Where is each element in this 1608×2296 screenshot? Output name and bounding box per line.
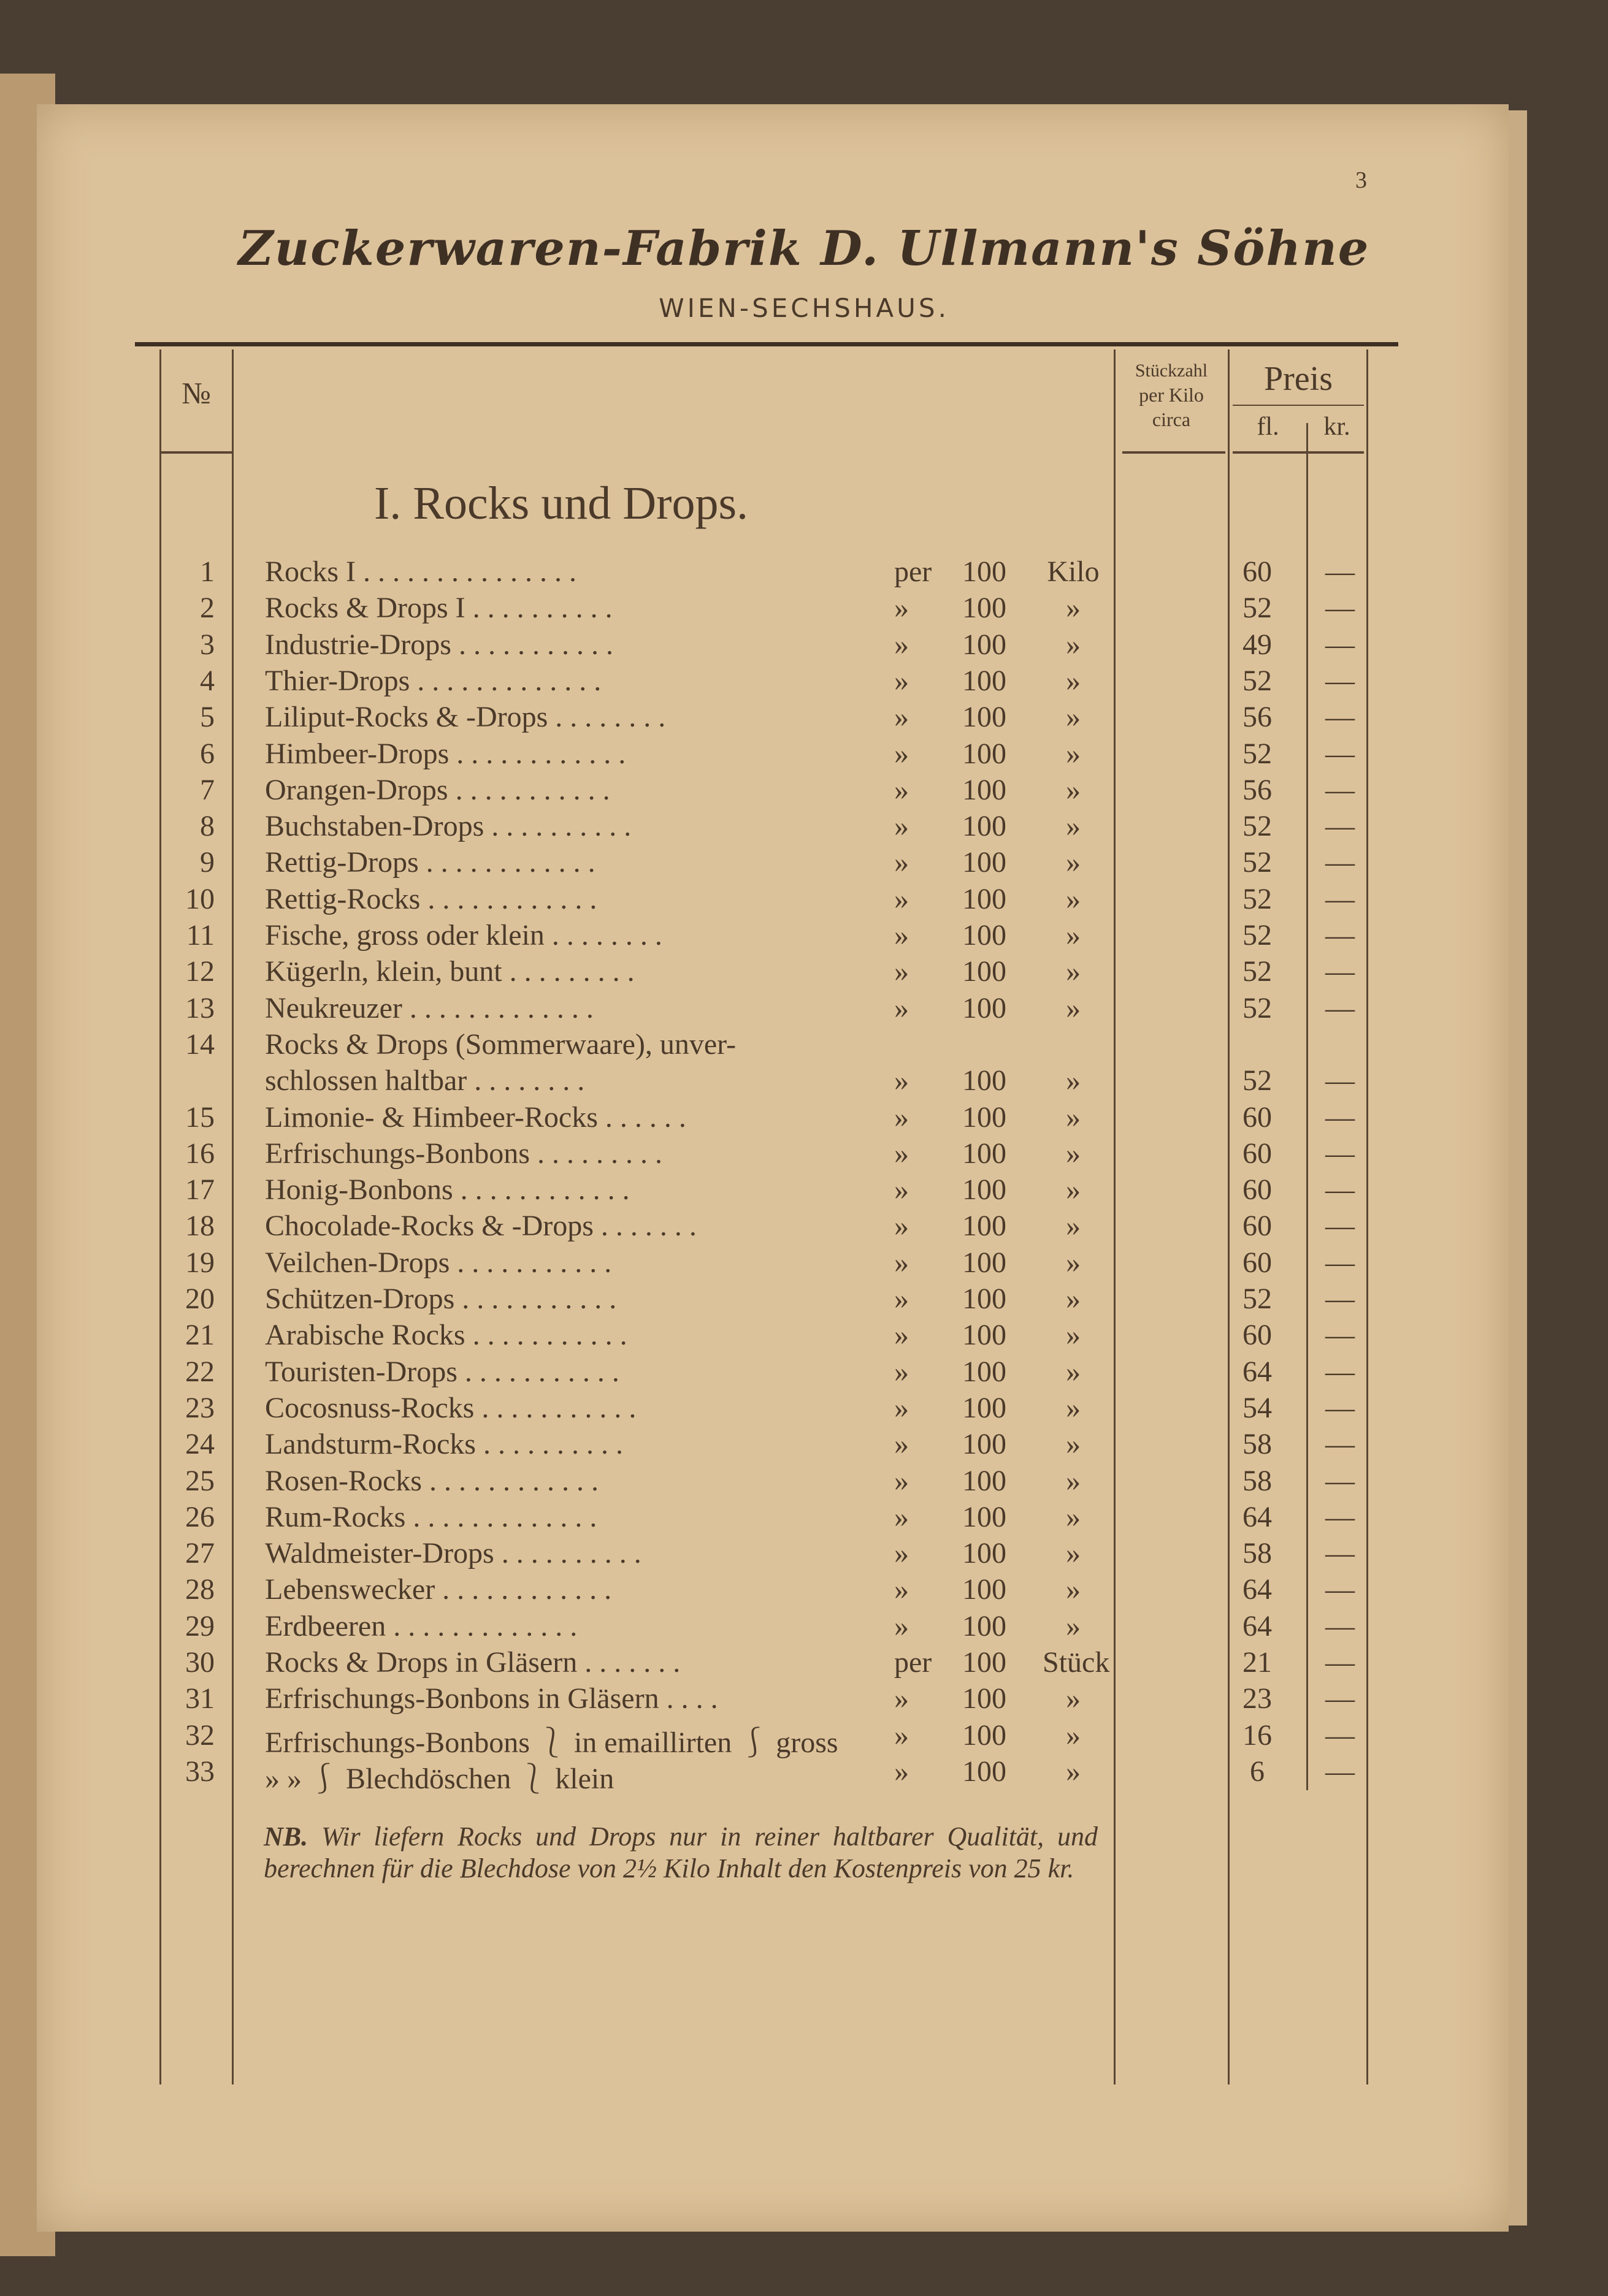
note-prefix: NB. (264, 1821, 308, 1852)
table-row (0, 1318, 1608, 1355)
table-row (0, 1718, 1608, 1759)
item-price-gulden: 64 (1242, 1573, 1272, 1606)
item-quantity-unit: » (1066, 1319, 1081, 1351)
item-number: 18 (185, 1210, 215, 1242)
item-price-kreuzer: — (1325, 1428, 1355, 1460)
section-heading: I. Rocks und Drops. (373, 478, 749, 529)
item-number: 4 (200, 665, 215, 697)
item-quantity-unit: » (1066, 883, 1081, 915)
item-quantity-unit: » (1066, 628, 1081, 661)
item-price-kreuzer: — (1325, 1246, 1355, 1279)
item-name: Veilchen-Drops . . . . . . . . . . . (265, 1246, 612, 1279)
item-price-gulden: 64 (1242, 1610, 1272, 1642)
item-number: 17 (185, 1173, 215, 1206)
item-number: 28 (185, 1573, 215, 1606)
column-header-gulden: fl. (1257, 413, 1279, 441)
item-unit: » (894, 1246, 909, 1279)
item-quantity: 100 (962, 1137, 1006, 1170)
item-price-kreuzer: — (1325, 1719, 1355, 1752)
item-unit: » (894, 1573, 909, 1606)
item-price-gulden: 60 (1242, 1137, 1272, 1170)
item-quantity: 100 (962, 1682, 1006, 1715)
item-unit: » (894, 955, 909, 988)
item-price-gulden: 56 (1242, 701, 1272, 733)
item-price-kreuzer: — (1325, 628, 1355, 661)
item-quantity: 100 (962, 1101, 1006, 1134)
item-price-kreuzer: — (1325, 883, 1355, 915)
table-row (0, 555, 1608, 592)
item-name: Erfrischungs-Bonbons . . . . . . . . . (265, 1137, 662, 1170)
header-underline-number (161, 451, 232, 454)
table-row (0, 1391, 1608, 1428)
item-unit: » (894, 846, 909, 879)
item-number: 30 (185, 1646, 215, 1679)
item-price-gulden: 60 (1242, 1246, 1272, 1279)
item-price-gulden: 52 (1242, 1064, 1272, 1097)
item-name: Erfrischungs-Bonbons ⎱ in emaillirten ⎰ gross (265, 1726, 838, 1759)
item-quantity: 100 (962, 1210, 1006, 1242)
item-quantity-unit: » (1066, 592, 1081, 624)
table-row (0, 809, 1608, 846)
item-quantity: 100 (962, 883, 1006, 915)
item-quantity: 100 (962, 919, 1006, 952)
item-number: 7 (200, 774, 215, 806)
header-rule (135, 342, 1398, 346)
item-quantity-unit: » (1066, 1755, 1081, 1788)
item-number: 3 (200, 628, 215, 661)
table-row (0, 991, 1608, 1028)
item-quantity-unit: » (1066, 992, 1081, 1024)
item-name: Rettig-Rocks . . . . . . . . . . . . (265, 883, 597, 915)
item-unit: » (894, 1137, 909, 1170)
item-quantity-unit: » (1066, 1573, 1081, 1606)
item-number: 32 (185, 1719, 215, 1752)
column-header-quantity-1: Stückzahl (1135, 360, 1208, 381)
item-quantity-unit: » (1066, 1610, 1081, 1642)
table-row (0, 1355, 1608, 1392)
item-price-kreuzer: — (1325, 1501, 1355, 1533)
column-header-kreuzer: kr. (1323, 413, 1350, 441)
item-name: Orangen-Drops . . . . . . . . . . . (265, 774, 610, 806)
item-quantity: 100 (962, 738, 1006, 770)
item-price-kreuzer: — (1325, 665, 1355, 697)
item-name: Cocosnuss-Rocks . . . . . . . . . . . (265, 1392, 637, 1424)
item-price-gulden: 49 (1242, 628, 1272, 661)
item-name: Honig-Bonbons . . . . . . . . . . . . (265, 1173, 630, 1206)
table-row (0, 773, 1608, 810)
item-quantity: 100 (962, 1573, 1006, 1606)
item-quantity-unit: » (1066, 919, 1081, 952)
item-unit: » (894, 883, 909, 915)
item-name: Thier-Drops . . . . . . . . . . . . . (265, 665, 602, 697)
item-name: Rocks & Drops in Gläsern . . . . . . . (265, 1646, 681, 1679)
table-row (0, 845, 1608, 882)
item-price-gulden: 60 (1242, 1210, 1272, 1242)
item-price-kreuzer: — (1325, 846, 1355, 879)
table-row (0, 882, 1608, 919)
item-price-kreuzer: — (1325, 1319, 1355, 1351)
item-price-gulden: 21 (1242, 1646, 1272, 1679)
item-price-kreuzer: — (1325, 1682, 1355, 1715)
item-price-gulden: 60 (1242, 555, 1272, 588)
item-price-kreuzer: — (1325, 1210, 1355, 1242)
item-quantity: 100 (962, 1283, 1006, 1315)
item-quantity: 100 (962, 1246, 1006, 1279)
item-quantity: 100 (962, 1064, 1006, 1097)
column-header-quantity-3: circa (1152, 408, 1191, 430)
item-unit: » (894, 1537, 909, 1569)
table-row (0, 1100, 1608, 1137)
item-price-gulden: 16 (1242, 1719, 1272, 1752)
item-number: 19 (185, 1246, 215, 1279)
item-unit: » (894, 1501, 909, 1533)
item-name: Limonie- & Himbeer-Rocks . . . . . . (265, 1101, 686, 1134)
table-row (0, 1536, 1608, 1573)
table-row (0, 1500, 1608, 1537)
company-title: Zuckerwaren-Fabrik D. Ullmann's Söhne (238, 221, 1370, 277)
table-row (0, 1427, 1608, 1464)
item-price-gulden: 54 (1242, 1392, 1272, 1424)
item-number: 21 (185, 1319, 215, 1351)
item-number: 31 (185, 1682, 215, 1715)
item-name: Landsturm-Rocks . . . . . . . . . . (265, 1428, 623, 1460)
item-quantity-unit: » (1066, 1137, 1081, 1170)
table-row (0, 1682, 1608, 1718)
item-unit: » (894, 738, 909, 770)
company-location: WIEN-SECHSHAUS. (659, 293, 949, 323)
item-name: Rum-Rocks . . . . . . . . . . . . . (265, 1501, 597, 1533)
table-row (0, 955, 1608, 991)
item-price-kreuzer: — (1325, 738, 1355, 770)
item-quantity: 100 (962, 1537, 1006, 1569)
item-price-gulden: 52 (1242, 665, 1272, 697)
item-unit: » (894, 1173, 909, 1206)
item-quantity: 100 (962, 1428, 1006, 1460)
page-number: 3 (1355, 167, 1367, 193)
item-unit: » (894, 1283, 909, 1315)
item-name: Chocolade-Rocks & -Drops . . . . . . . (265, 1210, 697, 1242)
item-quantity-unit: » (1066, 738, 1081, 770)
price-divider (1233, 405, 1364, 406)
table-row (0, 1137, 1608, 1173)
item-number: 29 (185, 1610, 215, 1642)
item-price-gulden: 64 (1242, 1356, 1272, 1388)
item-quantity-unit: » (1066, 1428, 1081, 1460)
table-row (0, 918, 1608, 955)
item-quantity: 100 (962, 846, 1006, 879)
item-number: 1 (200, 555, 215, 588)
item-quantity-unit: » (1066, 1356, 1081, 1388)
item-unit: » (894, 1064, 909, 1097)
item-quantity: 100 (962, 955, 1006, 988)
item-number: 27 (185, 1537, 215, 1569)
item-quantity-unit: » (1066, 701, 1081, 733)
item-name: Touristen-Drops . . . . . . . . . . . (265, 1356, 619, 1388)
item-quantity-unit: » (1066, 1392, 1081, 1424)
item-name: Waldmeister-Drops . . . . . . . . . . (265, 1537, 641, 1569)
item-number: 2 (200, 592, 215, 624)
item-name: Himbeer-Drops . . . . . . . . . . . . (265, 738, 626, 770)
item-name: Rettig-Drops . . . . . . . . . . . . (265, 846, 595, 879)
table-row (0, 737, 1608, 774)
item-price-gulden: 52 (1242, 738, 1272, 770)
item-name: Neukreuzer . . . . . . . . . . . . . (265, 992, 594, 1024)
item-name: Schützen-Drops . . . . . . . . . . . (265, 1283, 617, 1315)
item-quantity-unit: » (1066, 1719, 1081, 1752)
item-quantity: 100 (962, 592, 1006, 624)
item-price-kreuzer: — (1325, 1537, 1355, 1569)
table-row (0, 591, 1608, 628)
note (264, 1821, 1098, 1885)
item-price-kreuzer: — (1325, 919, 1355, 952)
item-unit: » (894, 701, 909, 733)
item-name: Liliput-Rocks & -Drops . . . . . . . . (265, 701, 666, 733)
table-row (0, 1464, 1608, 1501)
item-quantity: 100 (962, 1755, 1006, 1788)
item-quantity: 100 (962, 992, 1006, 1024)
item-number: 6 (200, 738, 215, 770)
item-price-kreuzer: — (1325, 1755, 1355, 1788)
table-row (0, 1246, 1608, 1283)
item-number: 5 (200, 701, 215, 733)
table-row (0, 1028, 1608, 1064)
item-quantity-unit: » (1066, 774, 1081, 806)
item-name: Kügerln, klein, bunt . . . . . . . . . (265, 955, 635, 988)
item-price-kreuzer: — (1325, 1392, 1355, 1424)
item-name: schlossen haltbar . . . . . . . . (265, 1064, 585, 1097)
item-quantity-unit: » (1066, 1465, 1081, 1497)
item-unit: » (894, 1392, 909, 1424)
table-row (0, 1282, 1608, 1319)
item-price-gulden: 58 (1242, 1465, 1272, 1497)
header-underline-quantity (1122, 451, 1225, 454)
item-price-gulden: 60 (1242, 1173, 1272, 1206)
item-number: 25 (185, 1465, 215, 1497)
item-price-kreuzer: — (1325, 701, 1355, 733)
item-price-kreuzer: — (1325, 992, 1355, 1024)
item-price-gulden: 60 (1242, 1101, 1272, 1134)
table-row (0, 1064, 1608, 1100)
item-price-gulden: 52 (1242, 810, 1272, 842)
item-unit: » (894, 628, 909, 661)
item-name: Lebenswecker . . . . . . . . . . . . (265, 1573, 612, 1606)
item-price-gulden: 52 (1242, 1283, 1272, 1315)
table-row (0, 664, 1608, 701)
note-text: Wir liefern Rocks und Drops nur in reiner haltbarer Qualität, und berechnen für die Blechdose von 2½ Kilo Inhalt den Kostenpreis von 25 kr. (264, 1821, 1098, 1883)
table-row (0, 1573, 1608, 1609)
item-quantity: 100 (962, 701, 1006, 733)
item-unit: » (894, 665, 909, 697)
header-underline-price (1233, 451, 1364, 454)
item-number: 20 (185, 1283, 215, 1315)
item-unit: » (894, 992, 909, 1024)
table-row (0, 1209, 1608, 1246)
item-price-gulden: 52 (1242, 992, 1272, 1024)
item-unit: » (894, 1428, 909, 1460)
item-price-gulden: 52 (1242, 846, 1272, 879)
item-quantity-unit: » (1066, 1283, 1081, 1315)
item-quantity: 100 (962, 628, 1006, 661)
table-row (0, 1755, 1608, 1795)
item-number: 9 (200, 846, 215, 879)
item-quantity-unit: » (1066, 1210, 1081, 1242)
item-price-gulden: 58 (1242, 1428, 1272, 1460)
item-number: 11 (186, 919, 215, 952)
item-number: 16 (185, 1137, 215, 1170)
item-quantity: 100 (962, 1392, 1006, 1424)
item-price-gulden: 52 (1242, 592, 1272, 624)
item-quantity-unit: » (1066, 1537, 1081, 1569)
item-unit: » (894, 919, 909, 952)
item-price-gulden: 6 (1250, 1755, 1265, 1788)
item-quantity-unit: » (1066, 1173, 1081, 1206)
item-quantity-unit: » (1066, 810, 1081, 842)
item-quantity: 100 (962, 665, 1006, 697)
item-number: 15 (185, 1101, 215, 1134)
item-price-gulden: 52 (1242, 919, 1272, 952)
item-quantity-unit: Stück (1043, 1646, 1110, 1679)
table-row (0, 1609, 1608, 1646)
item-quantity-unit: » (1066, 955, 1081, 988)
item-quantity-unit: » (1066, 1101, 1081, 1134)
item-unit: » (894, 1610, 909, 1642)
item-name: Arabische Rocks . . . . . . . . . . . (265, 1319, 627, 1351)
item-price-kreuzer: — (1325, 1064, 1355, 1097)
item-price-kreuzer: — (1325, 555, 1355, 588)
item-number: 10 (185, 883, 215, 915)
item-unit: » (894, 1682, 909, 1715)
item-unit: » (894, 592, 909, 624)
item-price-gulden: 64 (1242, 1501, 1272, 1533)
item-price-kreuzer: — (1325, 1356, 1355, 1388)
item-unit: » (894, 1356, 909, 1388)
item-price-gulden: 23 (1242, 1682, 1272, 1715)
item-number: 22 (185, 1356, 215, 1388)
item-price-gulden: 60 (1242, 1319, 1272, 1351)
item-quantity-unit: » (1066, 665, 1081, 697)
item-quantity: 100 (962, 810, 1006, 842)
item-price-kreuzer: — (1325, 1610, 1355, 1642)
column-header-quantity-2: per Kilo (1139, 384, 1204, 406)
item-price-kreuzer: — (1325, 774, 1355, 806)
item-price-gulden: 52 (1242, 883, 1272, 915)
item-quantity: 100 (962, 1501, 1006, 1533)
item-price-kreuzer: — (1325, 1283, 1355, 1315)
item-price-gulden: 52 (1242, 955, 1272, 988)
item-unit: » (894, 774, 909, 806)
item-name: Rosen-Rocks . . . . . . . . . . . . (265, 1465, 599, 1497)
item-name: Rocks & Drops (Sommerwaare), unver- (265, 1028, 737, 1061)
item-unit: per (894, 555, 932, 588)
item-name: Rocks I . . . . . . . . . . . . . . . (265, 555, 576, 588)
item-quantity: 100 (962, 555, 1006, 588)
table-row (0, 700, 1608, 737)
item-number: 13 (185, 992, 215, 1024)
item-quantity-unit: » (1066, 1501, 1081, 1533)
item-quantity-unit: » (1066, 1682, 1081, 1715)
item-number: 8 (200, 810, 215, 842)
table-row (0, 628, 1608, 665)
item-quantity: 100 (962, 1465, 1006, 1497)
item-quantity-unit: Kilo (1047, 555, 1100, 588)
item-price-kreuzer: — (1325, 810, 1355, 842)
item-price-gulden: 58 (1242, 1537, 1272, 1569)
item-name: Industrie-Drops . . . . . . . . . . . (265, 628, 613, 661)
item-price-kreuzer: — (1325, 1137, 1355, 1170)
item-unit: » (894, 810, 909, 842)
item-price-kreuzer: — (1325, 1646, 1355, 1679)
item-unit: » (894, 1755, 909, 1788)
item-quantity-unit: » (1066, 846, 1081, 879)
item-number: 23 (185, 1392, 215, 1424)
item-number: 24 (185, 1428, 215, 1460)
item-number: 33 (185, 1755, 215, 1788)
item-name: Fische, gross oder klein . . . . . . . . (265, 919, 662, 952)
item-quantity: 100 (962, 774, 1006, 806)
item-quantity-unit: » (1066, 1064, 1081, 1097)
item-unit: » (894, 1210, 909, 1242)
item-price-kreuzer: — (1325, 1173, 1355, 1206)
item-number: 12 (185, 955, 215, 988)
item-name: Erfrischungs-Bonbons in Gläsern . . . . (265, 1682, 718, 1715)
item-number: 14 (185, 1028, 215, 1061)
column-header-price: Preis (1264, 360, 1333, 398)
item-unit: per (894, 1646, 932, 1679)
item-price-kreuzer: — (1325, 1101, 1355, 1134)
item-price-gulden: 56 (1242, 774, 1272, 806)
item-unit: » (894, 1465, 909, 1497)
item-name: Buchstaben-Drops . . . . . . . . . . (265, 810, 632, 842)
item-unit: » (894, 1101, 909, 1134)
item-unit: » (894, 1319, 909, 1351)
item-number: 26 (185, 1501, 215, 1533)
item-price-kreuzer: — (1325, 592, 1355, 624)
item-quantity: 100 (962, 1646, 1006, 1679)
item-quantity: 100 (962, 1173, 1006, 1206)
item-name: » » ⎰ Blechdöschen ⎱ klein (265, 1763, 614, 1795)
table-row (0, 1646, 1608, 1682)
item-price-kreuzer: — (1325, 1465, 1355, 1497)
table-row (0, 1173, 1608, 1210)
column-header-number: № (182, 376, 211, 410)
item-price-kreuzer: — (1325, 1573, 1355, 1606)
item-quantity: 100 (962, 1356, 1006, 1388)
item-quantity-unit: » (1066, 1246, 1081, 1279)
item-quantity: 100 (962, 1319, 1006, 1351)
item-name: Erdbeeren . . . . . . . . . . . . . (265, 1610, 578, 1642)
item-quantity: 100 (962, 1719, 1006, 1752)
item-quantity: 100 (962, 1610, 1006, 1642)
item-unit: » (894, 1719, 909, 1752)
item-price-kreuzer: — (1325, 955, 1355, 988)
item-name: Rocks & Drops I . . . . . . . . . . (265, 592, 613, 624)
